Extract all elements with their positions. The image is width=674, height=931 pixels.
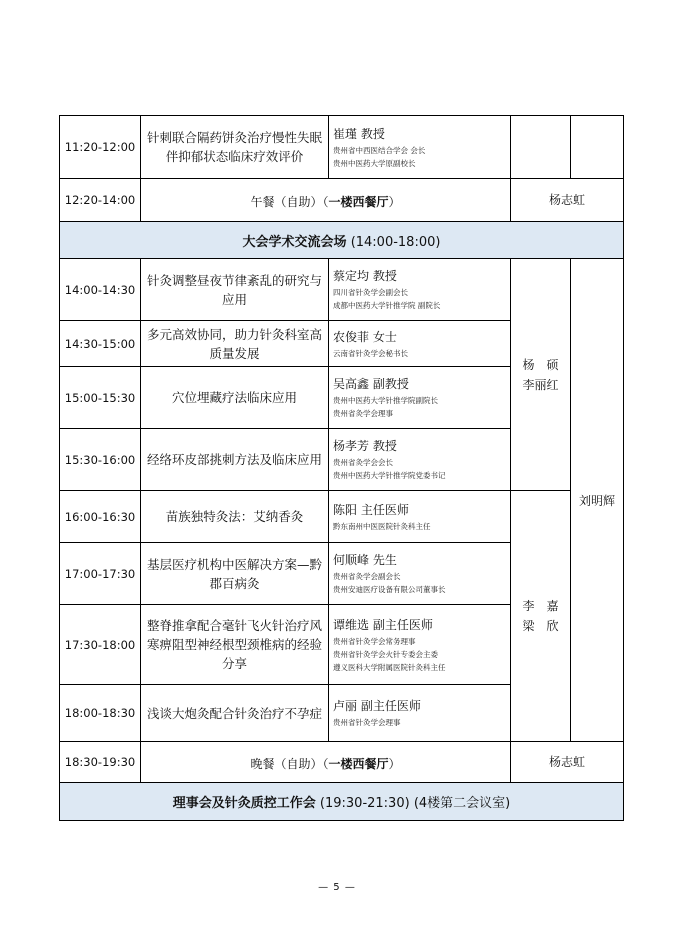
speaker-affiliation: 贵州省针灸学会火针专委会主委 — [333, 649, 438, 659]
speaker-name: 蔡定均 教授 — [333, 269, 397, 283]
speaker-name: 崔瑾 教授 — [333, 126, 385, 141]
section-place: (4楼第二会议室) — [413, 796, 511, 811]
topic-cell: 针灸调整昼夜节律紊乱的研究与应用 — [141, 259, 329, 321]
speaker-cell — [329, 543, 511, 605]
speaker-cell — [329, 685, 511, 742]
meal-close: ） — [388, 756, 401, 771]
time-cell: 14:00-14:30 — [60, 259, 141, 321]
time-cell: 15:30-16:00 — [60, 429, 141, 491]
chair-cell: 刘明辉 — [571, 259, 624, 742]
speaker-affiliation: 贵州省针灸学会常务理事 — [333, 636, 416, 646]
time-cell: 17:30-18:00 — [60, 605, 141, 685]
speaker-affiliation: 贵州省中西医结合学会 会长 — [333, 145, 426, 155]
table-row — [60, 742, 624, 783]
topic-cell: 整脊推拿配合毫针飞火针治疗风寒痹阻型神经根型颈椎病的经验分享 — [141, 605, 329, 685]
host-name: 李 嘉 — [522, 599, 559, 613]
speaker-name: 何顺峰 先生 — [333, 553, 397, 567]
meal-place: 一楼西餐厅 — [328, 194, 389, 209]
speaker-cell — [329, 605, 511, 685]
section-title: 大会学术交流会场 — [242, 234, 347, 250]
speaker-cell — [329, 367, 511, 429]
section-title-cell — [60, 783, 624, 821]
time-cell: 15:00-15:30 — [60, 367, 141, 429]
speaker-affiliation: 贵州中医药大学针推学院副院长 — [333, 396, 438, 405]
time-cell: 16:00-16:30 — [60, 491, 141, 543]
schedule-table — [59, 115, 624, 821]
host-name: 李丽红 — [522, 377, 559, 392]
section-time: (14:00-18:00) — [350, 234, 441, 250]
host-name: 梁 欣 — [522, 619, 559, 633]
table-row — [60, 116, 624, 179]
page-number: — 5 — — [318, 882, 356, 893]
speaker-affiliation: 贵州省针灸学会理事 — [333, 718, 401, 727]
speaker-name: 吴高鑫 副教授 — [333, 377, 409, 391]
meal-label: 午餐（自助）（ — [250, 194, 329, 209]
speaker-name: 陈阳 主任医师 — [333, 502, 409, 517]
host-name: 杨 硕 — [522, 357, 559, 372]
host-cell: 杨志虹 — [511, 179, 624, 222]
meal-place: 一楼西餐厅 — [328, 756, 389, 771]
time-cell: 17:00-17:30 — [60, 543, 141, 605]
speaker-name: 杨孝芳 教授 — [333, 439, 397, 453]
host-cell — [511, 116, 571, 179]
speaker-affiliation: 四川省针灸学会副会长 — [333, 288, 408, 297]
speaker-cell — [329, 321, 511, 367]
topic-cell: 多元高效协同，助力针灸科室高质量发展 — [141, 321, 329, 367]
time-cell: 18:00-18:30 — [60, 685, 141, 742]
chair-cell — [571, 116, 624, 179]
speaker-cell — [329, 116, 511, 179]
speaker-affiliation: 贵州省灸学会会长 — [333, 458, 393, 467]
meal-close: ） — [388, 194, 401, 209]
meal-cell — [141, 742, 511, 783]
speaker-affiliation: 黔东南州中医医院针灸科主任 — [333, 521, 431, 531]
meal-cell — [141, 179, 511, 222]
topic-cell: 基层医疗机构中医解决方案—黔郡百病灸 — [141, 543, 329, 605]
topic-cell: 穴位埋藏疗法临床应用 — [141, 367, 329, 429]
topic-cell: 浅谈大炮灸配合针灸治疗不孕症 — [141, 685, 329, 742]
time-cell: 14:30-15:00 — [60, 321, 141, 367]
topic-cell: 经络环皮部挑刺方法及临床应用 — [141, 429, 329, 491]
speaker-affiliation: 贵州省灸学会理事 — [333, 409, 393, 418]
speaker-affiliation: 贵州省灸学会副会长 — [333, 572, 401, 581]
topic-cell: 针刺联合隔药饼灸治疗慢性失眠伴抑郁状态临床疗效评价 — [141, 116, 329, 179]
speaker-affiliation: 贵州安迪医疗设备有限公司董事长 — [333, 585, 446, 594]
speaker-cell — [329, 429, 511, 491]
time-cell: 18:30-19:30 — [60, 742, 141, 783]
section-title: 理事会及针灸质控工作会 — [172, 796, 316, 811]
table-row — [60, 491, 624, 543]
speaker-affiliation: 成都中医药大学针推学院 副院长 — [333, 301, 441, 310]
speaker-cell — [329, 491, 511, 543]
host-cell: 杨志虹 — [511, 742, 624, 783]
speaker-affiliation: 遵义医科大学附属医院针灸科主任 — [333, 662, 446, 672]
time-cell: 11:20-12:00 — [60, 116, 141, 179]
time-cell: 12:20-14:00 — [60, 179, 141, 222]
table-row — [60, 259, 624, 321]
speaker-name: 农俊菲 女士 — [333, 329, 397, 344]
speaker-affiliation: 贵州中医药大学原副校长 — [333, 158, 416, 168]
section-band — [60, 222, 624, 259]
speaker-affiliation: 贵州中医药大学针推学院党委书记 — [333, 471, 446, 480]
table-row — [60, 179, 624, 222]
section-band — [60, 783, 624, 821]
host-group-b — [511, 491, 571, 742]
section-time: (19:30-21:30) — [319, 796, 410, 811]
speaker-affiliation: 云南省针灸学会秘书长 — [333, 348, 408, 358]
speaker-name: 卢丽 副主任医师 — [333, 699, 421, 713]
meal-label: 晚餐（自助）（ — [250, 756, 329, 771]
section-title-cell — [60, 222, 624, 259]
speaker-name: 谭维选 副主任医师 — [333, 617, 433, 632]
topic-cell: 苗族独特灸法：艾纳香灸 — [141, 491, 329, 543]
speaker-cell — [329, 259, 511, 321]
host-group-a — [511, 259, 571, 491]
